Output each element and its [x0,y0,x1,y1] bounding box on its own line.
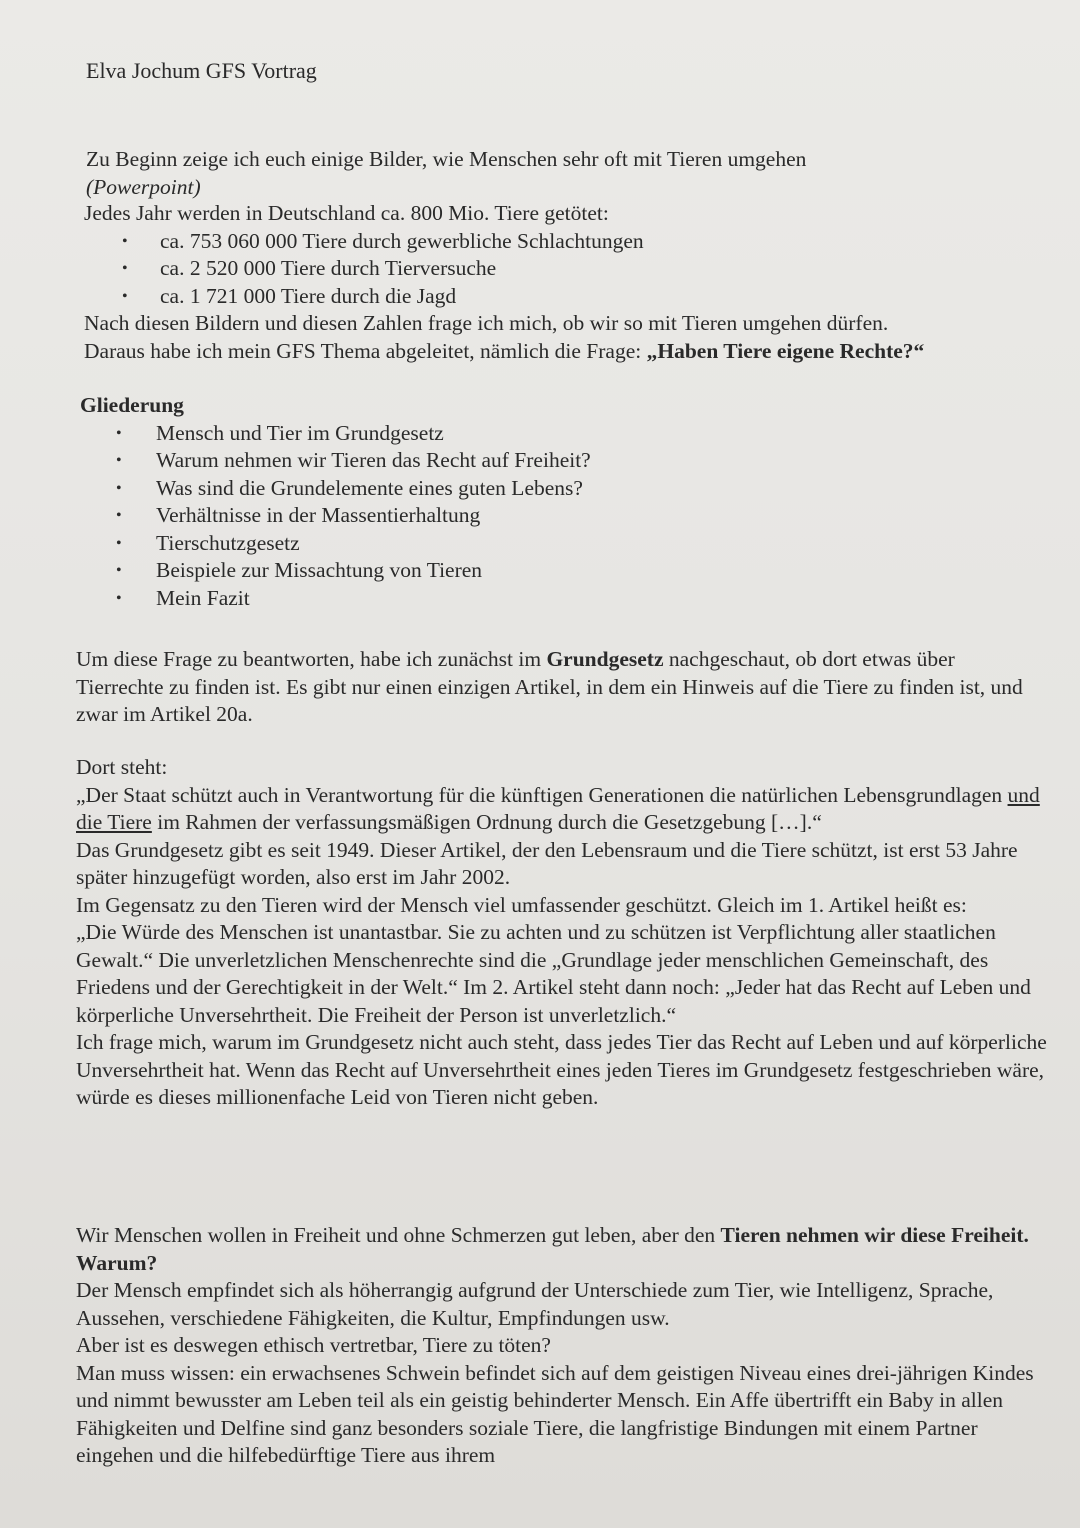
outline-section [80,392,1060,612]
list-item: • Mein Fazit [80,585,1060,613]
list-item: • ca. 2 520 000 Tiere durch Tierversuche [84,255,1044,283]
list-item: • Mensch und Tier im Grundgesetz [80,420,1060,448]
list-item: • ca. 1 721 000 Tiere durch die Jagd [84,283,1044,311]
document-header: Elva Jochum GFS Vortrag [86,58,317,83]
intro-note: (Powerpoint) [86,174,201,199]
list-item: • Tierschutzgesetz [80,530,1060,558]
list-item: • Beispiele zur Missachtung von Tieren [80,557,1060,585]
paragraph-articles: Dort steht: „Der Staat schützt auch in Verantwortung für die künftigen Generationen die natürlichen Lebensgrundlagen und die Tiere im Rahmen der verfassungsmäßigen Ordnung durch die Gesetzgebung […].“ Das Grundgesetz gibt es seit 1949. Dieser Artikel, der den Lebensraum und die Tiere schützt, ist erst 53 Jahre später hinzugefügt worden, also erst im Jahr 2002. Im Gegensatz zu den Tieren wird der Mensch viel umfassender geschützt. Gleich im 1. Artikel heißt es: „Die Würde des Menschen ist unantastbar. Sie zu achten und zu schützen ist Verpflichtung aller staatlichen Gewalt.“ Die unverletzlichen Menschenrechte sind die „Grundlage jeder menschlichen Gemeinschaft, des Friedens und der Gerechtigkeit in der Welt.“ Im 2. Artikel steht dann noch: „Jeder hat das Recht auf Leben und körperliche Unversehrtheit. Die Freiheit der Person ist unverletzlich.“ Ich frage mich, warum im Grundgesetz nicht auch steht, dass jedes Tier das Recht auf Leben und auf körperliche Unversehrtheit hat. Wenn das Recht auf Unversehrtheit eines jeden Tieres im Grundgesetz festgeschrieben wäre, würde es dieses millionenfache Leid von Tieren nicht geben. [76,754,1051,1112]
quote-article-20a: „Der Staat schützt auch in Verantwortung für die künftigen Generationen die natürlichen Lebensgrundlagen und die Tiere im Rahmen der verfassungsmäßigen Ordnung durch die Gesetzgebung […].“ [76,782,1040,834]
intro-section [86,146,1036,201]
paragraph-freedom: Wir Menschen wollen in Freiheit und ohne Schmerzen gut leben, aber den Tieren nehmen wir diese Freiheit. Warum? Der Mensch empfindet sich als höherrangig aufgrund der Unterschiede zum Tier, wie Intelligenz, Sprache, Aussehen, verschiedene Fähigkeiten, die Kultur, Empfindungen usw. Aber ist es deswegen ethisch vertretbar, Tiere zu töten? Man muss wissen: ein erwachsenes Schwein befindet sich auf dem geistigen Niveau eines drei-jährigen Kindes und nimmt bewusster am Leben teil als ein geistig behinderter Mensch. Ein Affe übertrifft ein Baby in allen Fähigkeiten und Delfine sind ganz besonders soziale Tiere, die langfristige Bindungen mit einem Partner eingehen und die hilfebedürftige Tiere aus ihrem [76,1223,1034,1467]
stats-list [84,228,1044,311]
list-item: • Was sind die Grundelemente eines guten Lebens? [80,475,1060,503]
stats-intro: Jedes Jahr werden in Deutschland ca. 800 Mio. Tiere getötet: [84,201,609,225]
intro-line: Zu Beginn zeige ich euch einige Bilder, wie Menschen sehr oft mit Tieren umgehen [86,147,807,171]
topic-question: „Haben Tiere eigene Rechte?“ [646,338,925,363]
stats-section [84,200,1044,365]
reflection-line: Nach diesen Bildern und diesen Zahlen frage ich mich, ob wir so mit Tieren umgehen dürfen. [84,311,889,335]
list-item: • Warum nehmen wir Tieren das Recht auf Freiheit? [80,447,1060,475]
list-item: • Verhältnisse in der Massentierhaltung [80,502,1060,530]
outline-heading: Gliederung [80,393,184,417]
outline-list [80,420,1060,613]
topic-line: Daraus habe ich mein GFS Thema abgeleitet, nämlich die Frage: „Haben Tiere eigene Rechte?“ [84,338,925,363]
quote-article-1-2: „Die Würde des Menschen ist unantastbar. Sie zu achten und zu schützen ist Verpflichtung aller staatlichen Gewalt.“ Die unverletzlichen Menschenrechte sind die „Grundlage jeder menschlichen Gemeinschaft, des Friedens und der Gerechtigkeit in der Welt.“ Im 2. Artikel steht dann noch: „Jeder hat das Recht auf Leben und körperliche Unversehrtheit. Die Freiheit der Person ist unverletzlich.“ [76,920,1031,1027]
list-item: • ca. 753 060 000 Tiere durch gewerbliche Schlachtungen [84,228,1044,256]
paragraph-grundgesetz: Um diese Frage zu beantworten, habe ich zunächst im Grundgesetz nachgeschaut, ob dort etwas über Tierrechte zu finden ist. Es gibt nur einen einzigen Artikel, in dem ein Hinweis auf die Tiere zu finden ist, und zwar im Artikel 20a. [76,647,1023,726]
